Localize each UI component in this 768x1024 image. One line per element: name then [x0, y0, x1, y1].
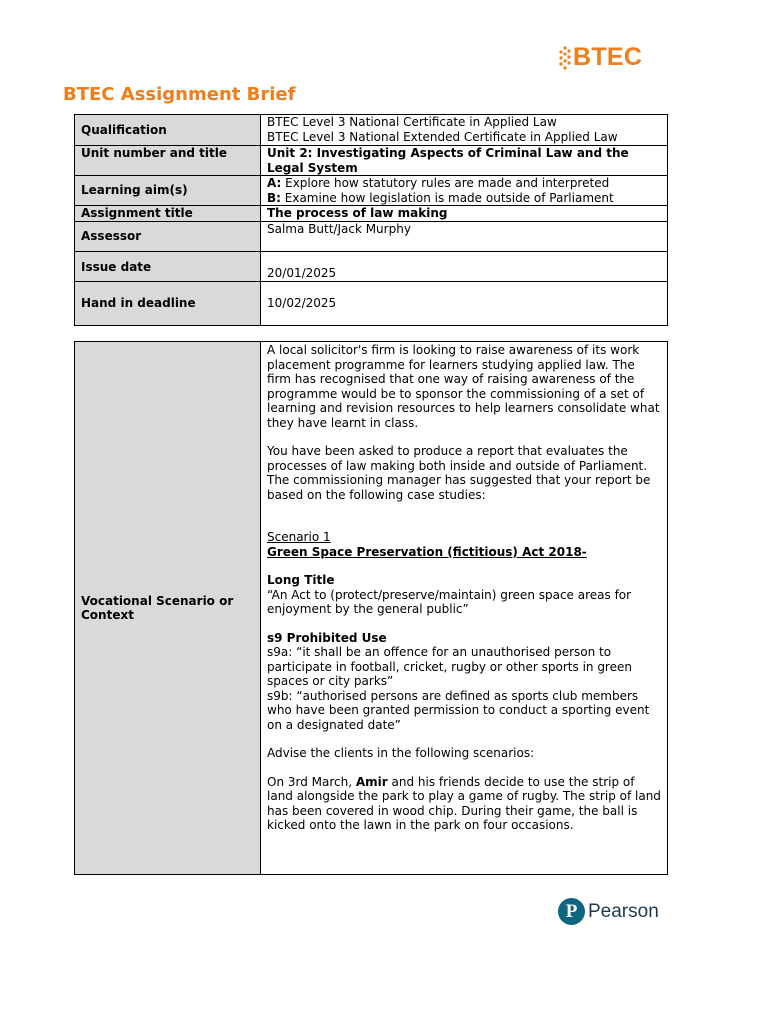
table-row	[75, 342, 668, 875]
unit-value	[261, 146, 668, 176]
qualification-label: Qualification	[75, 115, 261, 146]
btec-logo-dots-icon	[558, 45, 572, 71]
learning-aims-value	[261, 176, 668, 206]
qualification-value	[261, 115, 668, 146]
assignment-details-table	[74, 114, 668, 326]
unit-label: Unit number and title	[75, 146, 261, 176]
advise-text: Advise the clients in the following scenarios:	[267, 746, 535, 760]
assignment-title-label: Assignment title	[75, 206, 261, 222]
task-paragraph: You have been asked to produce a report that evaluates the processes of law making both inside and outside of Parliament. The commissioning manager has suggested that your report be based on the following case studies:	[267, 444, 651, 502]
scenario-content	[261, 342, 668, 875]
issue-date-label: Issue date	[75, 251, 261, 281]
pearson-logo-text: Pearson	[588, 900, 659, 922]
act-title	[267, 545, 661, 560]
assignment-title-value	[261, 206, 668, 222]
s9b-text: s9b: “authorised persons are defined as sports club members who have been granted permission to conduct a sporting event on a designated date”	[267, 688, 650, 732]
aim-a-text: Explore how statutory rules are made and interpreted	[281, 176, 610, 190]
case-name: Amir	[355, 774, 388, 789]
pearson-logo	[558, 898, 659, 925]
pearson-mark-icon: P	[558, 898, 585, 925]
aim-a-key: A:	[267, 176, 282, 190]
table-row	[75, 176, 668, 206]
case-paragraph	[267, 775, 661, 833]
issue-date-value: 20/01/2025	[261, 251, 668, 281]
qualification-line: BTEC Level 3 National Extended Certificate in Applied Law	[267, 129, 618, 144]
table-row	[75, 146, 668, 176]
long-title-heading-text: Long Title	[267, 573, 335, 587]
scenario-label: Vocational Scenario or Context	[75, 342, 261, 875]
assessor-value: Salma Butt/Jack Murphy	[261, 221, 668, 251]
table-row	[75, 115, 668, 146]
s9-heading	[267, 631, 661, 646]
deadline-value: 10/02/2025	[261, 281, 668, 325]
page-title: BTEC Assignment Brief	[63, 84, 296, 105]
case-text-pre: On 3rd March,	[267, 774, 356, 789]
qualification-line: BTEC Level 3 National Certificate in Applied Law	[267, 115, 557, 129]
s9a-text: s9a: “it shall be an offence for an unauthorised person to participate in football, cricket, rugby or other sports in green spaces or city parks”	[267, 645, 632, 688]
assignment-title-text: The process of law making	[267, 206, 448, 220]
learning-aims-label: Learning aim(s)	[75, 176, 261, 206]
long-title-text: “An Act to (protect/preserve/maintain) green space areas for enjoyment by the general public”	[267, 587, 632, 616]
aim-b-key: B:	[267, 190, 281, 205]
act-title-text: Green Space Preservation (fictitious) Act 2018-	[267, 544, 587, 559]
s9-heading-text: s9 Prohibited Use	[267, 630, 387, 645]
case-text-post: and his friends decide to use the strip of land alongside the park to play a game of rugby. The strip of land has been covered in wood chip. During their game, the ball is kicked onto the lawn in the park on four occasions.	[267, 774, 661, 832]
scenario-table	[74, 341, 668, 875]
long-title-heading	[267, 573, 661, 588]
btec-logo	[558, 43, 642, 72]
table-row	[75, 206, 668, 222]
aim-b-text: Examine how legislation is made outside of Parliament	[280, 190, 614, 205]
intro-paragraph: A local solicitor's firm is looking to raise awareness of its work placement programme for learners studying applied law. The firm has recognised that one way of raising awareness of the programme would be to sponsor the commissioning of a set of learning and revision resources to help learners consolidate what they have learnt in class.	[267, 343, 660, 430]
deadline-label: Hand in deadline	[75, 281, 261, 325]
assessor-label: Assessor	[75, 221, 261, 251]
aim-b	[267, 191, 661, 206]
scenario-heading: Scenario 1	[267, 530, 331, 544]
btec-logo-text: BTEC	[573, 43, 643, 71]
aim-a	[267, 176, 661, 191]
unit-value-text: Unit 2: Investigating Aspects of Criminal Law and the Legal System	[267, 146, 629, 175]
table-row	[75, 251, 668, 281]
table-row	[75, 281, 668, 325]
table-row	[75, 221, 668, 251]
